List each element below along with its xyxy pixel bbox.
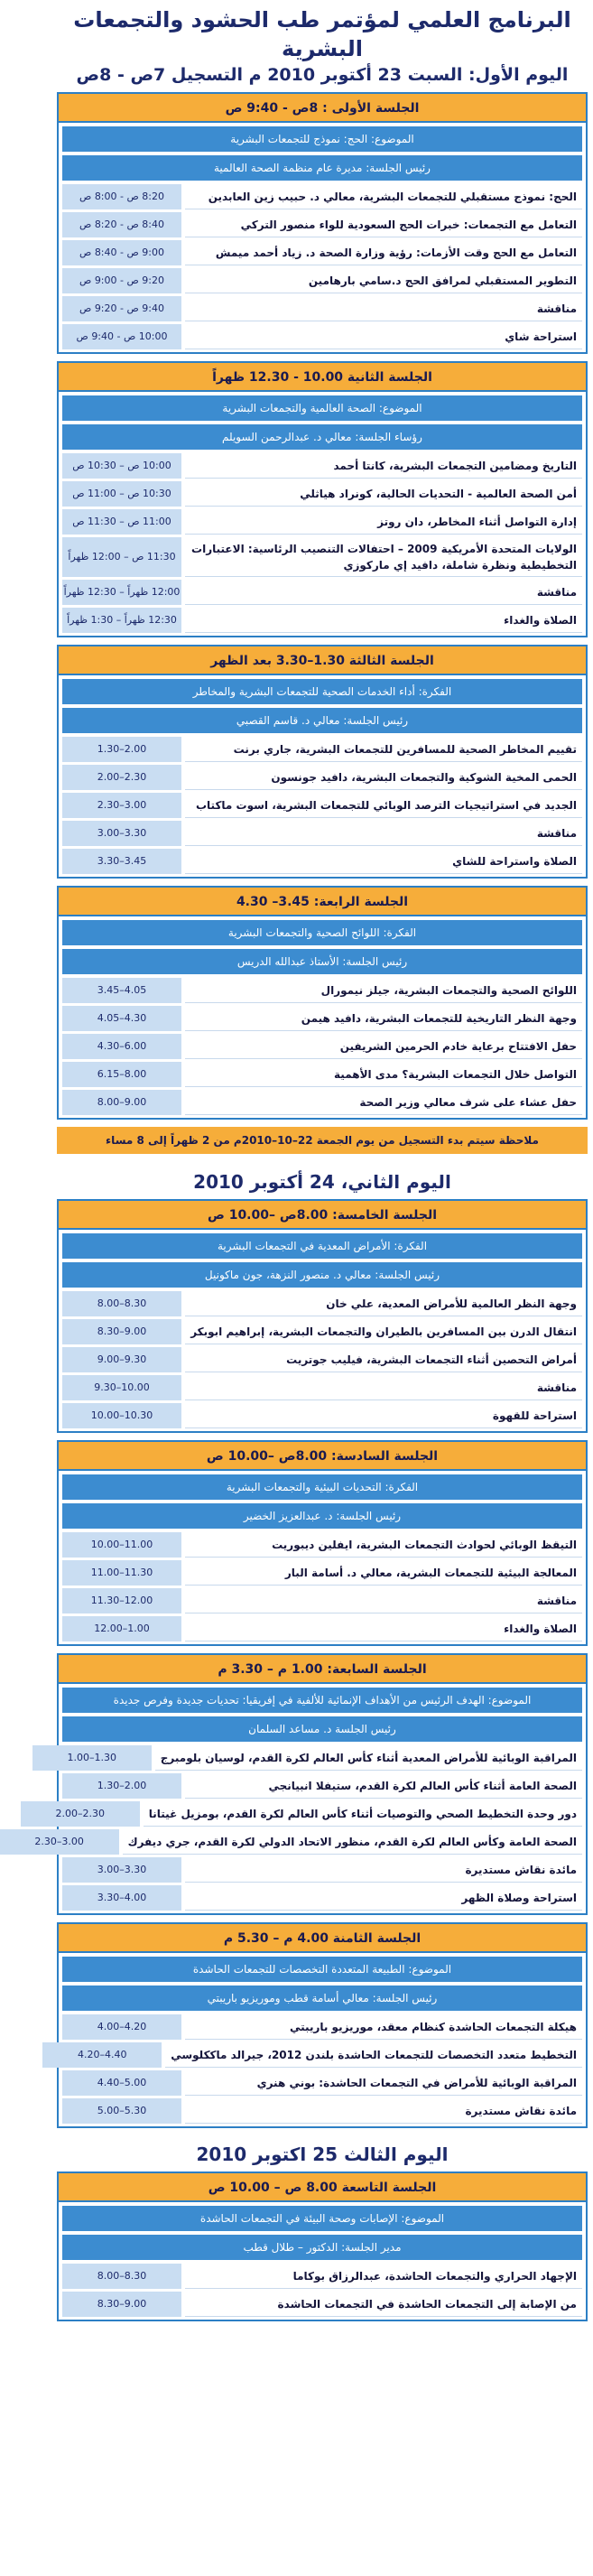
- agenda-topic: المراقبة الوبائية للأمراض المعدية أثناء كأس العالم لكرة القدم، لوسيان بلومبرج: [155, 1745, 582, 1771]
- agenda-row: [62, 765, 582, 790]
- agenda-row: [62, 793, 582, 818]
- agenda-topic: أمراض التحصين أثناء التجمعات البشرية، فيليب جوتريت: [185, 1347, 582, 1372]
- session-box: [57, 886, 588, 1120]
- agenda-time: 4.40–4.20: [42, 2042, 162, 2068]
- session-box: [57, 361, 588, 637]
- day1-line: اليوم الأول: السبت 23 أكتوبر 2010 م التسجيل 7ص - 8ص: [76, 65, 569, 85]
- agenda-time: 4.00–3.30: [62, 1885, 181, 1911]
- session-topic: الموضوع: الهدف الرئيس من الأهداف الإنمائية للألفية في إفريقيا: تحديات جديدة وفرص جديدة: [62, 1688, 582, 1713]
- agenda-time: 12:00 ظهراً – 12:30 ظهراً: [62, 580, 181, 605]
- agenda-time: 11.00–10.00: [62, 1532, 181, 1558]
- agenda-topic: الإجهاد الحراري والتجمعات الحاشدة، عبدالرزاق بوكاما: [185, 2264, 582, 2289]
- session-title: الجلسة الثامنة 4.00 م – 5.30 م: [59, 1924, 586, 1953]
- agenda-row: [62, 1375, 582, 1400]
- agenda-time: 11.30–11.00: [62, 1560, 181, 1586]
- agenda-topic: المراقبة الوبائية للأمراض في التجمعات الحاشدة: بوني هنري: [185, 2070, 582, 2096]
- agenda-row: [62, 580, 582, 605]
- agenda-time: 10.00–9.30: [62, 1375, 181, 1400]
- agenda-time: 10:00 ص – 10:30 ص: [62, 453, 181, 479]
- agenda-row: [62, 1616, 582, 1641]
- agenda-time: 8.00–6.15: [62, 1062, 181, 1087]
- agenda-time: 9.30–9.00: [62, 1347, 181, 1372]
- agenda-topic: حفل الافتتاح برعاية خادم الحرمين الشريفين: [185, 1034, 582, 1059]
- registration-note: ملاحظة سيتم بدء التسجيل من يوم الجمعة 22–10–2010م من 2 ظهراً إلى 8 مساء: [57, 1127, 588, 1154]
- agenda-time: 2.30–2.00: [21, 1801, 140, 1827]
- agenda-topic: التاريخ ومضامين التجمعات البشرية، كانتا أحمد: [185, 453, 582, 479]
- agenda-topic: الصحة العامة وكأس العالم لكرة القدم، منظور الاتحاد الدولي لكرة القدم، جري ديفرك: [123, 1829, 582, 1855]
- session-box: [57, 645, 588, 879]
- agenda-row: [62, 1319, 582, 1344]
- agenda-time: 5.00–4.40: [62, 2070, 181, 2096]
- agenda-time: 12:30 ظهراً – 1:30 ظهراً: [62, 608, 181, 633]
- session-title: الجلسة التاسعة 8.00 ص – 10.00 ص: [59, 2173, 586, 2202]
- session-topic: الفكرة: الأمراض المعدية في التجمعات البشرية: [62, 1233, 582, 1259]
- session-box: [34, 1653, 588, 1915]
- session-chair: مدير الجلسة: الدكتور – طلال قطب: [62, 2235, 582, 2260]
- session-topic: الفكرة: اللوائح الصحية والتجمعات البشرية: [62, 920, 582, 945]
- agenda-time: 3.45–3.30: [62, 849, 181, 874]
- agenda-row: [62, 2292, 582, 2317]
- agenda-time: 10:30 ص – 11:00 ص: [62, 481, 181, 507]
- agenda-topic: وجهة النظر العالمية للأمراض المعدية، علي خان: [185, 1291, 582, 1316]
- agenda-row: [62, 978, 582, 1003]
- agenda-time: 1.30–1.00: [32, 1745, 152, 1771]
- session-topic: الموضوع: الصحة العالمية والتجمعات البشرية: [62, 395, 582, 421]
- agenda-row: [62, 2070, 582, 2096]
- agenda-row: [62, 1034, 582, 1059]
- agenda-topic: مناقشة: [185, 296, 582, 321]
- agenda-time: 5.30–5.00: [62, 2098, 181, 2124]
- session-topic: الفكرة: أداء الخدمات الصحية للتجمعات البشرية والمخاطر: [62, 679, 582, 704]
- agenda-time: 10:00 ص - 9:40 ص: [62, 324, 181, 349]
- agenda-row: [34, 1829, 582, 1855]
- agenda-topic: مائدة نقاش مستديرة: [185, 2098, 582, 2124]
- agenda-topic: اللوائح الصحية والتجمعات البشرية، جيلز نيمورال: [185, 978, 582, 1003]
- agenda-row: [62, 324, 582, 349]
- agenda-time: 2.30–2.00: [62, 765, 181, 790]
- agenda-row: [62, 737, 582, 762]
- day1-sessions: [57, 92, 588, 1120]
- session-title: الجلسة الأولى : 8ص - 9:40 ص: [59, 94, 586, 123]
- agenda-row: [62, 1588, 582, 1613]
- agenda-topic: أمن الصحة العالمية - التحديات الحالية، كونراد هياثلي: [185, 481, 582, 507]
- agenda-time: 3.30–3.00: [62, 1857, 181, 1883]
- agenda-topic: حفل عشاء على شرف معالي وزير الصحة: [185, 1090, 582, 1115]
- agenda-time: 8:20 ص - 8:00 ص: [62, 184, 181, 209]
- day3-heading: اليوم الثالث 25 اكتوبر 2010: [196, 2144, 449, 2165]
- day2-sessions: [34, 1199, 588, 2128]
- day3-sessions: [57, 2171, 588, 2321]
- agenda-time: 2.00–1.30: [62, 737, 181, 762]
- agenda-row: [62, 1062, 582, 1087]
- agenda-topic: الولايات المتحدة الأمريكية 2009 – احتفالات التنصيب الرئاسية: الاعتبارات التخطيطية ونظرة شاملة، دافيد إي ماركوزي: [185, 537, 582, 577]
- agenda-row: [62, 537, 582, 577]
- agenda-time: 10.30–10.00: [62, 1403, 181, 1428]
- agenda-row: [62, 453, 582, 479]
- agenda-topic: تقييم المخاطر الصحية للمسافرين للتجمعات البشرية، جاري برنت: [185, 737, 582, 762]
- agenda-topic: مناقشة: [185, 821, 582, 846]
- agenda-time: 9:40 ص - 9:20 ص: [62, 296, 181, 321]
- agenda-row: [62, 509, 582, 535]
- program-page: [34, 0, 593, 2338]
- day2-heading: اليوم الثاني، 24 أكتوبر 2010: [193, 1171, 451, 1193]
- session-chair: رئيس الجلسة د. مساعد السلمان: [62, 1716, 582, 1742]
- session-chair: رؤساء الجلسة: معالي د. عبدالرحمن السويلم: [62, 424, 582, 450]
- agenda-topic: دور وحدة التخطيط الصحي والتوصيات أثناء كأس العالم لكرة القدم، بومزيل غيتانا: [144, 1801, 582, 1827]
- agenda-row: [62, 212, 582, 237]
- agenda-time: 3.00–2.30: [62, 793, 181, 818]
- session-chair: رئيس الجلسة: الأستاذ عبدالله الدريس: [62, 949, 582, 974]
- agenda-topic: التطوير المستقبلي لمرافق الحج د.سامي بارهامين: [185, 268, 582, 293]
- agenda-time: 9.00–8.00: [62, 1090, 181, 1115]
- agenda-time: 8.30–8.00: [62, 2264, 181, 2289]
- agenda-row: [62, 1403, 582, 1428]
- agenda-topic: الصحة العامة أثناء كأس العالم لكرة القدم، ستيفلا انبيانجي: [185, 1773, 582, 1799]
- session-box: [57, 1922, 588, 2128]
- agenda-topic: التيقظ الوبائي لحوادث التجمعات البشرية، ايفلين ديبوريت: [185, 1532, 582, 1558]
- agenda-row: [62, 1347, 582, 1372]
- agenda-time: 9.00–8.30: [62, 1319, 181, 1344]
- agenda-row: [62, 2098, 582, 2124]
- session-title: الجلسة الثانية 10.00 - 12.30 ظهراً: [59, 363, 586, 392]
- agenda-time: 9.00–8.30: [62, 2292, 181, 2317]
- agenda-time: 12.00–11.30: [62, 1588, 181, 1613]
- agenda-topic: الحمى المخية الشوكية والتجمعات البشرية، دافيد جونسون: [185, 765, 582, 790]
- agenda-row: [62, 1745, 582, 1771]
- agenda-topic: مناقشة: [185, 580, 582, 605]
- session-title: الجلسة الرابعة: 3.45– 4.30: [59, 888, 586, 916]
- agenda-topic: التخطيط متعدد التخصصات للتجمعات الحاشدة بلندن 2012، جيرالد ماككلوسي: [165, 2042, 582, 2068]
- agenda-topic: هيكلة التجمعات الحاشدة كنظام معقد، موريزيو باريبتي: [185, 2014, 582, 2040]
- agenda-topic: الصلاة واستراحة للشاي: [185, 849, 582, 874]
- agenda-topic: التعامل مع التجمعات: خبرات الحج السعودية للواء منصور التركي: [185, 212, 582, 237]
- agenda-row: [62, 481, 582, 507]
- agenda-row: [62, 821, 582, 846]
- agenda-row: [62, 1532, 582, 1558]
- agenda-topic: الحج: نموذج مستقبلي للتجمعات البشرية، معالي د. حبيب زين العابدين: [185, 184, 582, 209]
- agenda-topic: استراحة شاي: [185, 324, 582, 349]
- agenda-topic: من الإصابة إلى التجمعات الحاشدة في التجمعات الحاشدة: [185, 2292, 582, 2317]
- agenda-time: 6.00–4.30: [62, 1034, 181, 1059]
- agenda-topic: التعامل مع الحج وقت الأزمات: رؤية وزارة الصحة د. زياد أحمد ميمش: [185, 240, 582, 265]
- agenda-topic: انتقال الدرن بين المسافرين بالطيران والتجمعات البشرية، إبراهيم ابوبكر: [185, 1319, 582, 1344]
- agenda-row: [62, 1857, 582, 1883]
- agenda-time: 3.30–3.00: [62, 821, 181, 846]
- agenda-time: 4.05–3.45: [62, 978, 181, 1003]
- agenda-row: [62, 1006, 582, 1031]
- session-topic: الفكرة: التحديات البيئية والتجمعات البشرية: [62, 1474, 582, 1500]
- agenda-row: [62, 2042, 582, 2068]
- session-title: الجلسة السادسة: 8.00ص –10.00 ص: [59, 1442, 586, 1471]
- session-title: الجلسة الخامسة: 8.00ص –10.00 ص: [59, 1201, 586, 1230]
- agenda-topic: المعالجة البيئية للتجمعات البشرية، معالي د. أسامة البار: [185, 1560, 582, 1586]
- agenda-topic: استراحة للقهوة: [185, 1403, 582, 1428]
- agenda-topic: وجهة النظر التاريخية للتجمعات البشرية، دافيد هيمن: [185, 1006, 582, 1031]
- session-box: [57, 92, 588, 354]
- agenda-time: 2.00–1.30: [62, 1773, 181, 1799]
- session-chair: رئيس الجلسة: معالي أسامة قطب وموريزيو باريبتي: [62, 1985, 582, 2011]
- session-chair: رئيس الجلسة: مديرة عام منظمة الصحة العالمية: [62, 155, 582, 181]
- agenda-topic: مناقشة: [185, 1588, 582, 1613]
- agenda-topic: الصلاة والغداء: [185, 608, 582, 633]
- agenda-time: 1.00–12.00: [62, 1616, 181, 1641]
- agenda-time: 4.30–4.05: [62, 1006, 181, 1031]
- session-chair: رئيس الجلسة: معالي د. منصور النزهة، جون ماكونيل: [62, 1262, 582, 1288]
- session-box: [57, 1199, 588, 1433]
- agenda-time: 11:00 ص – 11:30 ص: [62, 509, 181, 535]
- agenda-row: [62, 1773, 582, 1799]
- agenda-time: 8:40 ص - 8:20 ص: [62, 212, 181, 237]
- session-box: [57, 1440, 588, 1646]
- agenda-topic: الصلاة والغداء: [185, 1616, 582, 1641]
- agenda-topic: مائدة نقاش مستديرة: [185, 1857, 582, 1883]
- session-chair: رئيس الجلسة: د. عبدالعزيز الخضير: [62, 1503, 582, 1529]
- session-topic: الموضوع: الإصابات وصحة البيئة في التجمعات الحاشدة: [62, 2206, 582, 2231]
- session-box: [57, 2171, 588, 2321]
- session-chair: رئيس الجلسة: معالي د. قاسم القصبي: [62, 708, 582, 733]
- agenda-row: [62, 1560, 582, 1586]
- agenda-row: [62, 1885, 582, 1911]
- agenda-row: [55, 1801, 582, 1827]
- agenda-topic: مناقشة: [185, 1375, 582, 1400]
- agenda-topic: التواصل خلال التجمعات البشرية؟ مدى الأهمية: [185, 1062, 582, 1087]
- session-topic: الموضوع: الطبيعة المتعددة التخصصات للتجمعات الحاشدة: [62, 1957, 582, 1982]
- agenda-time: 9:20 ص - 9:00 ص: [62, 268, 181, 293]
- agenda-row: [62, 296, 582, 321]
- agenda-topic: استراحة وصلاة الظهر: [185, 1885, 582, 1911]
- page-title: البرنامج العلمي لمؤتمر طب الحشود والتجمعات البشرية: [73, 7, 571, 61]
- agenda-row: [62, 608, 582, 633]
- agenda-time: 11:30 ص – 12:00 ظهراً: [62, 537, 181, 577]
- session-topic: الموضوع: الحج: نموذج للتجمعات البشرية: [62, 126, 582, 152]
- agenda-row: [62, 1090, 582, 1115]
- agenda-time: 4.20–4.00: [62, 2014, 181, 2040]
- agenda-row: [62, 268, 582, 293]
- agenda-topic: إدارة التواصل أثناء المخاطر، دان روتز: [185, 509, 582, 535]
- agenda-time: 8.30–8.00: [62, 1291, 181, 1316]
- agenda-row: [62, 849, 582, 874]
- agenda-row: [62, 184, 582, 209]
- agenda-row: [62, 1291, 582, 1316]
- session-title: الجلسة السابعة: 1.00 م – 3.30 م: [59, 1655, 586, 1684]
- agenda-time: 3.00–2.30: [0, 1829, 119, 1855]
- agenda-row: [62, 240, 582, 265]
- session-title: الجلسة الثالثة 1.30–3.30 بعد الظهر: [59, 646, 586, 675]
- agenda-time: 9:00 ص - 8:40 ص: [62, 240, 181, 265]
- agenda-row: [62, 2014, 582, 2040]
- agenda-row: [62, 2264, 582, 2289]
- program-header: [57, 4, 588, 92]
- agenda-topic: الجديد في استراتيجيات الترصد الوبائي للتجمعات البشرية، اسوت ماكتاب: [185, 793, 582, 818]
